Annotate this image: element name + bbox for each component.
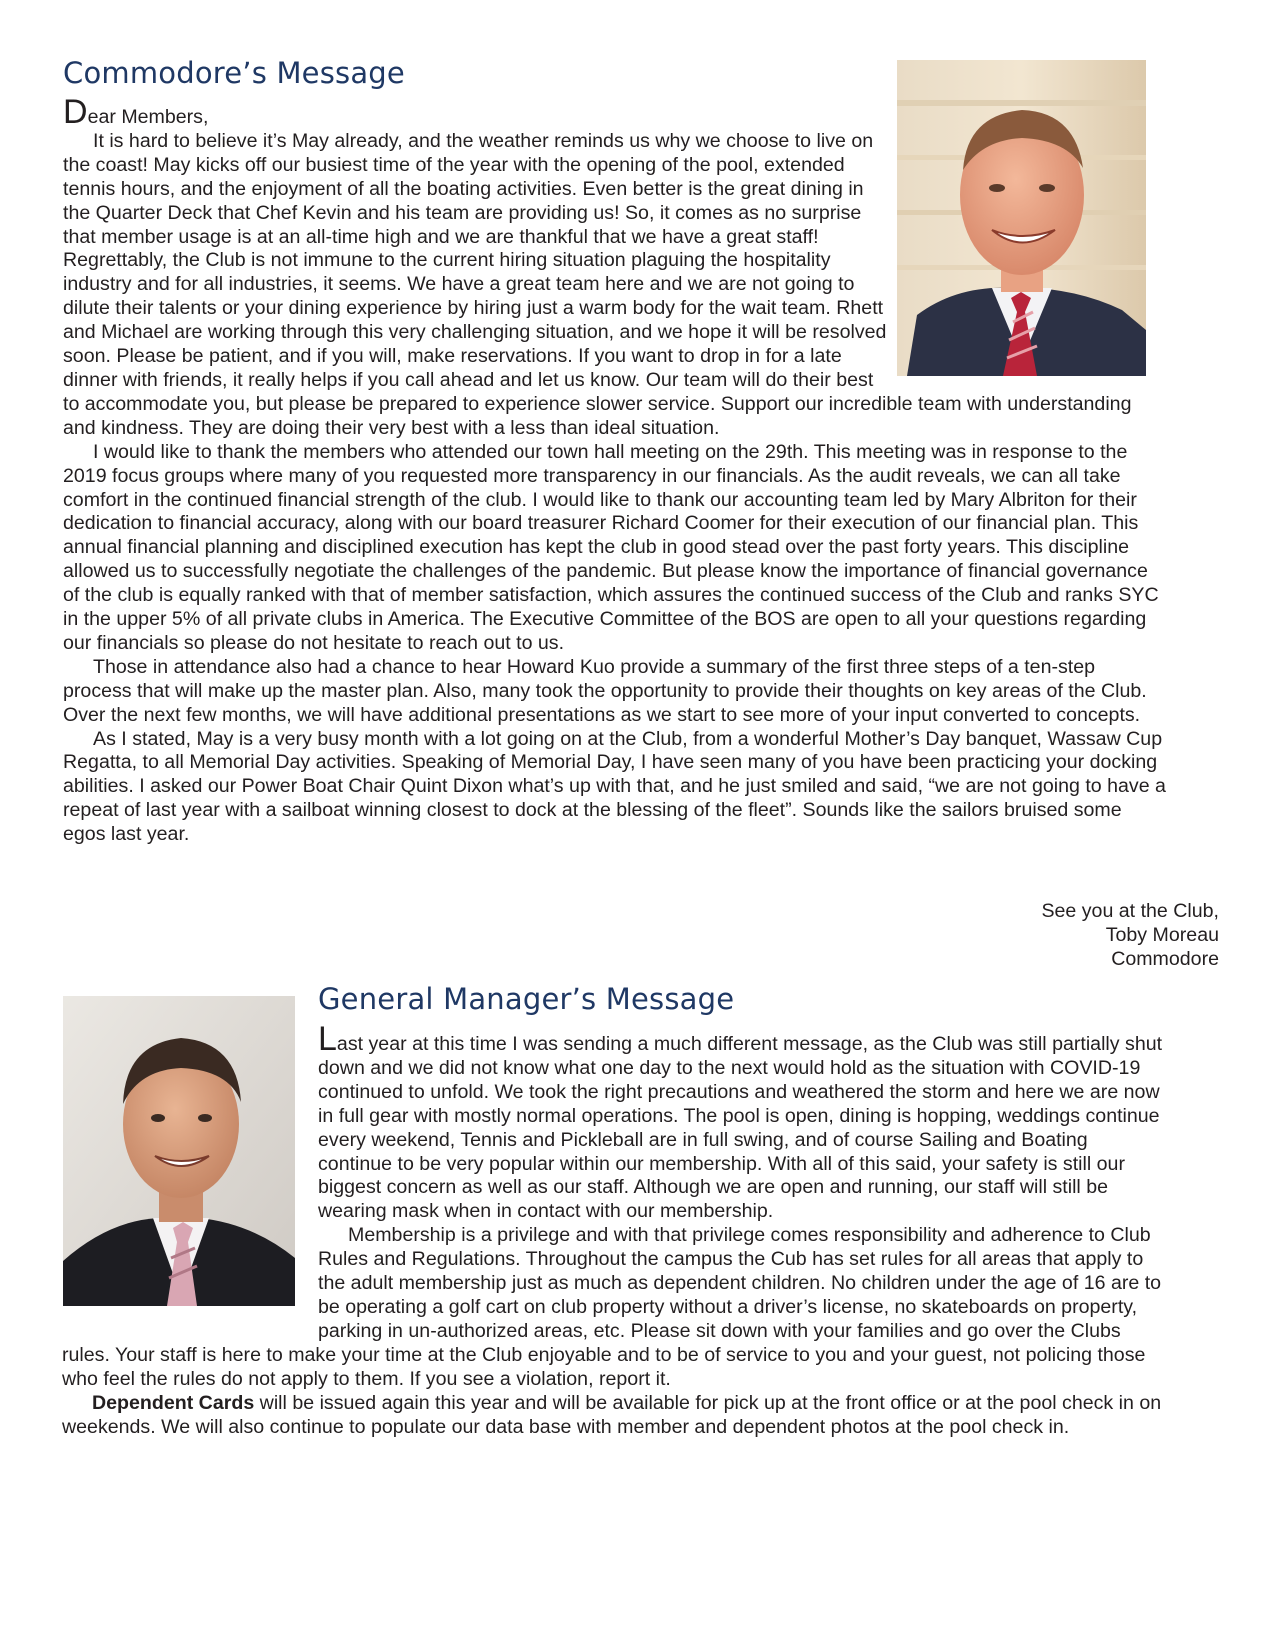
paragraph-3-text: will be issued again this year and will be available for pick up at the front office or at the pool check in on weekends. We will also continue to populate our data base with member and dependent photos at the pool check in. (62, 1391, 1162, 1438)
salutation-text: ear Members, (87, 106, 209, 128)
dependent-cards-label: Dependent Cards (92, 1391, 255, 1414)
general-manager-body (62, 1020, 1166, 1439)
general-manager-paragraph-2: Membership is a privilege and with that privilege comes responsibility and adherence to Club Rules and Regulations. Throughout the campus the Cub has set rules for all areas that apply to the adult membership just as much as dependent children. No children under the age of 16 are to be operating a golf cart on club property without a driver’s license, no skateboards on property, parking in un-authorized areas, etc. Please sit down with your families and go over the Clubs rules. Your staff is here to make your time at the Club enjoyable and to be of service to you and your guest, not policing those who feel the rules do not apply to them. If you see a violation, report it. (62, 1224, 1162, 1390)
general-manager-paragraph-3 (62, 1392, 1166, 1440)
paragraph-1-text: ast year at this time I was sending a much different message, as the Club was still partially shut down and we did not know what one day to the next would hold as the situation with COVID-19 continued to unfold. We took the right precautions and weathered the storm and here we are now in full gear with mostly normal operations. The pool is open, dining is hopping, weddings continue every weekend, Tennis and Pickleball are in full swing, and of course Sailing and Boating continue to be very popular within our membership. With all of this said, your safety is still our biggest concern as well as our staff. Although we are open and running, our staff will still be wearing mask when in contact with our membership. (318, 1033, 1163, 1223)
signature-name: Toby Moreau (1105, 924, 1219, 946)
signature-closing: See you at the Club, (1041, 900, 1219, 922)
paragraph-drop-cap: L (318, 1020, 337, 1058)
commodore-photo-spacer (890, 102, 1166, 376)
commodore-paragraph-1: It is hard to believe it’s May already, and the weather reminds us why we choose to live on the coast! May kicks off our busiest time of the year with the opening of the pool, extended tennis hours, and the enjoyment of all the boating activities. Even better is the great dining in the Quarter Deck that Chef Kevin and his team are providing us! So, it comes as no surprise that member usage is at an all-time high and we are thankful that we have a great staff! Regrettably, the Club is not immune to the current hiring situation plaguing the hospitality industry and for all industries, it seems. We have a great team here and we are not going to dilute their talents or your dining experience by hiring just a warm body for the wait team. Rhett and Michael are working through this very challenging situation, and we hope it will be resolved soon. Please be patient, and if you will, make reservations. If you want to drop in for a late dinner with friends, it really helps if you call ahead and let us know. Our team will do their best to accommodate you, but please be prepared to experience slower service. Support our incredible team with understanding and kindness. They are doing their very best with a less than ideal situation. (63, 129, 1132, 439)
commodore-body (63, 93, 1166, 847)
commodore-title: Commodore’s Message (63, 56, 405, 90)
general-manager-photo-spacer (62, 1029, 318, 1339)
commodore-paragraph-4: As I stated, May is a very busy month with a lot going on at the Club, from a wonderful Mother’s Day banquet, Wassaw Cup Regatta, to all Memorial Day activities. Speaking of Memorial Day, I have seen many of you have been practicing your docking abilities. I asked our Power Boat Chair Quint Dixon what’s up with that, and he just smiled and said, “we are not going to have a repeat of last year with a sailboat winning closest to dock at the blessing of the fleet”. Sounds like the sailors bruised some egos last year. (63, 727, 1166, 846)
commodore-signature (1041, 899, 1219, 971)
general-manager-title: General Manager’s Message (318, 982, 735, 1016)
signature-role: Commodore (1111, 948, 1219, 970)
commodore-paragraph-2: I would like to thank the members who attended our town hall meeting on the 29th. This meeting was in response to the 2019 focus groups where many of you requested more transparency in our financials. As the audit reveals, we can all take comfort in the continued financial strength of the club. I would like to thank our accounting team led by Mary Albriton for their dedication to financial accuracy, along with our board treasurer Richard Coomer for their execution of our financial plan. This annual financial planning and disciplined execution has kept the club in good stead over the past forty years. This discipline allowed us to successfully negotiate the challenges of the pandemic. But please know the importance of financial governance of the club is equally ranked with that of member satisfaction, which assures the continued success of the Club and ranks SYC in the upper 5% of all private clubs in America. The Executive Committee of the BOS are open to all your questions regarding our financials so please do not hesitate to reach out to us. (63, 440, 1159, 654)
commodore-paragraph-3: Those in attendance also had a chance to hear Howard Kuo provide a summary of the first three steps of a ten-step process that will make up the master plan. Also, many took the opportunity to provide their thoughts on key areas of the Club. Over the next few months, we will have additional presentations as we start to see more of your input converted to concepts. (63, 655, 1147, 726)
salutation-drop-cap: D (63, 93, 88, 131)
